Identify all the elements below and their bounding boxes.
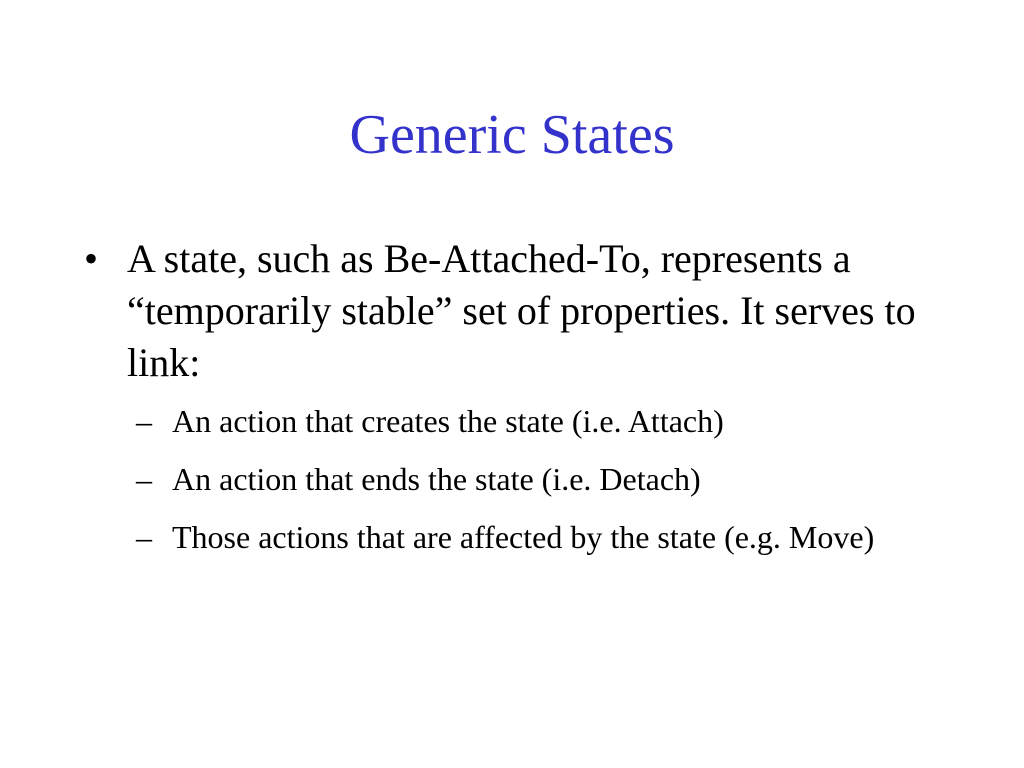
dash-marker: –: [136, 519, 152, 555]
sub-bullet-item: [84, 514, 944, 560]
sub-bullet-text: Those actions that are affected by the state (e.g. Move): [172, 519, 875, 555]
dash-marker: –: [136, 403, 152, 439]
sub-bullet-text: An action that ends the state (i.e. Detach): [172, 461, 701, 497]
sub-bullet-item: [84, 398, 944, 444]
bullet-text: A state, such as Be-Attached-To, represents a “temporarily stable” set of properties. It serves to link:: [127, 236, 916, 385]
sub-bullet-item: [84, 456, 944, 502]
sub-bullet-text: An action that creates the state (i.e. Attach): [172, 403, 724, 439]
slide-title: Generic States: [349, 104, 675, 166]
dash-marker: –: [136, 461, 152, 497]
bullet-marker: •: [84, 236, 99, 281]
bullet-item: [84, 233, 944, 389]
slide-body: [84, 233, 944, 572]
sub-bullet-list: [84, 398, 944, 560]
